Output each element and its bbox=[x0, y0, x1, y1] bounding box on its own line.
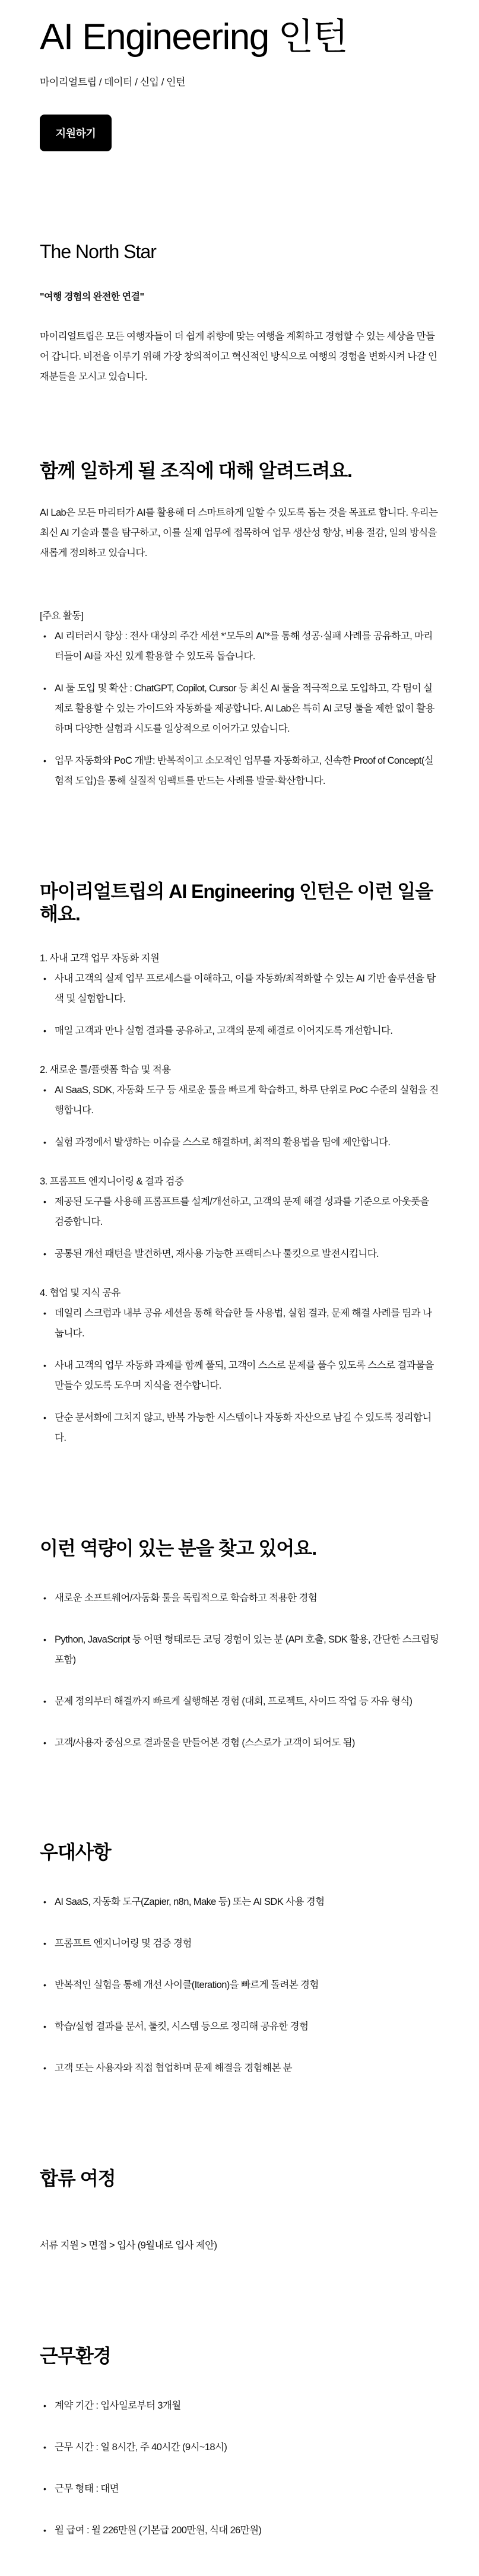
section-title: 합류 여정 bbox=[40, 2168, 116, 2190]
section-preferred bbox=[40, 1841, 439, 2078]
bullet-icon: • bbox=[43, 1696, 46, 1706]
organization-paragraph: AI Lab은 모든 마리터가 AI를 활용해 더 스마트하게 일할 수 있도록 돕는 것을 목표로 합니다. 우리는 최신 AI 기술과 툴을 탐구하고, 이를 실제 업무에 접목하여 업무 생산성 향상, 비용 절감, 일의 방식을 새롭게 정의하고 있습니다. bbox=[40, 507, 438, 558]
list-item: • 매일 고객과 만나 실험 결과를 공유하고, 고객의 문제 해결로 이어지도록 개선합니다. bbox=[40, 1021, 439, 1041]
bullet-icon: • bbox=[43, 683, 46, 693]
list-item: • 프롬프트 엔지니어링 및 검증 경험 bbox=[40, 1933, 439, 1954]
vision-paragraph: 마이리얼트립은 모든 여행자들이 더 쉽게 취향에 맞는 여행을 계획하고 경험할 수 있는 세상을 만들어 갑니다. 비전을 이루기 위해 가장 창의적이고 혁신적인 방식으로 여행의 경험을 변화시켜 나갈 인재분들을 모시고 있습니다. bbox=[40, 331, 437, 383]
bullet-icon: • bbox=[43, 2484, 46, 2494]
activities-label: [주요 활동] bbox=[40, 610, 84, 621]
bullet-icon: • bbox=[43, 1025, 46, 1036]
work-group-label: 4. 협업 및 지식 공유 bbox=[40, 1287, 120, 1298]
work-group bbox=[40, 1060, 439, 1152]
list-item: • 고객/사용자 중심으로 결과물을 만들어본 경험 (스스로가 고객이 되어도 됨) bbox=[40, 1733, 439, 1753]
list-item: • 계약 기간 : 입사일로부터 3개월 bbox=[40, 2396, 439, 2416]
vision-quote: "여행 경험의 완전한 연결" bbox=[40, 292, 144, 303]
bullet-icon: • bbox=[43, 2526, 46, 2536]
bullet-icon: • bbox=[43, 973, 46, 983]
list-item: • 제공된 도구를 사용해 프롬프트를 설계/개선하고, 고객의 문제 해결 성과를 기준으로 아웃풋을 검증합니다. bbox=[40, 1192, 439, 1232]
work-group bbox=[40, 948, 439, 1041]
environment-list bbox=[40, 2396, 439, 2540]
work-group bbox=[40, 1171, 439, 1264]
section-organization bbox=[40, 459, 439, 790]
bullet-icon: • bbox=[43, 1360, 46, 1370]
qualifications-list bbox=[40, 1588, 439, 1753]
section-qualifications bbox=[40, 1537, 439, 1753]
bullet-icon: • bbox=[43, 1980, 46, 1990]
list-item: • 업무 자동화와 PoC 개발: 반복적이고 소모적인 업무를 자동화하고, 신속한 Proof of Concept(실험적 도입)을 통해 실질적 임팩트를 만드는 사례를 발굴·확산합니다. bbox=[40, 751, 439, 791]
list-item: • 학습/실험 결과를 문서, 툴킷, 시스템 등으로 정리해 공유한 경험 bbox=[40, 2016, 439, 2037]
section-role bbox=[40, 880, 439, 1448]
list-item: • 문제 정의부터 해결까지 빠르게 실행해본 경험 (대회, 프로젝트, 사이드 작업 등 자유 형식) bbox=[40, 1691, 439, 1711]
bullet-icon: • bbox=[43, 1085, 46, 1095]
bullet-icon: • bbox=[43, 1196, 46, 1206]
section-process bbox=[40, 2167, 439, 2255]
preferred-list bbox=[40, 1892, 439, 2078]
bullet-icon: • bbox=[43, 1634, 46, 1644]
list-item: • 근무 시간 : 일 8시간, 주 40시간 (9시~18시) bbox=[40, 2437, 439, 2457]
section-title: 함께 일하게 될 조직에 대해 알려드려요. bbox=[40, 460, 352, 482]
hiring-process-steps: 서류 지원 > 면접 > 입사 (9월내로 입사 제안) bbox=[40, 2240, 217, 2251]
bullet-icon: • bbox=[43, 1897, 46, 1907]
bullet-icon: • bbox=[43, 2022, 46, 2032]
work-group-label: 1. 사내 고객 업무 자동화 지원 bbox=[40, 952, 160, 964]
bullet-icon: • bbox=[43, 1939, 46, 1949]
section-title: 근무환경 bbox=[40, 2345, 111, 2367]
list-item: • 월 급여 : 월 226만원 (기본급 200만원, 식대 26만원) bbox=[40, 2520, 439, 2540]
list-item: • 반복적인 실험을 통해 개선 사이클(Iteration)을 빠르게 돌려본 경험 bbox=[40, 1975, 439, 1995]
bullet-icon: • bbox=[43, 2401, 46, 2411]
list-item: • AI SaaS, 자동화 도구(Zapier, n8n, Make 등) 또는 AI SDK 사용 경험 bbox=[40, 1892, 439, 1912]
list-item: • 공통된 개선 패턴을 발견하면, 재사용 가능한 프랙티스나 툴킷으로 발전시킵니다. bbox=[40, 1244, 439, 1264]
bullet-icon: • bbox=[43, 2442, 46, 2453]
bullet-icon: • bbox=[43, 2063, 46, 2073]
bullet-icon: • bbox=[43, 631, 46, 641]
job-title: AI Engineering 인턴 bbox=[40, 17, 348, 58]
list-item: • 새로운 소프트웨어/자동화 툴을 독립적으로 학습하고 적용한 경험 bbox=[40, 1588, 439, 1608]
bullet-icon: • bbox=[43, 1137, 46, 1147]
bullet-icon: • bbox=[43, 1249, 46, 1259]
section-environment bbox=[40, 2345, 439, 2576]
section-title: 이런 역량이 있는 분을 찾고 있어요. bbox=[40, 1537, 317, 1559]
bullet-icon: • bbox=[43, 1593, 46, 1603]
list-item: • 사내 고객의 업무 자동화 과제를 함께 풀되, 고객이 스스로 문제를 풀수 있도록 스스로 결과물을 만들수 있도록 도우며 지식을 전수합니다. bbox=[40, 1355, 439, 1396]
job-meta-breadcrumb: 마이리얼트립 / 데이터 / 신입 / 인턴 bbox=[40, 77, 185, 88]
apply-button[interactable]: 지원하기 bbox=[40, 115, 112, 151]
list-item: • AI 리터러시 향상 : 전사 대상의 주간 세션 *‘모두의 AI’*를 통해 성공·실패 사례를 공유하고, 마리터들이 AI를 자신 있게 활용할 수 있도록 돕습니다. bbox=[40, 626, 439, 666]
list-item: • 실험 과정에서 발생하는 이슈를 스스로 해결하며, 최적의 활용법을 팀에 제안합니다. bbox=[40, 1132, 439, 1152]
bullet-icon: • bbox=[43, 1308, 46, 1318]
bullet-icon: • bbox=[43, 1738, 46, 1748]
list-item: • AI SaaS, SDK, 자동화 도구 등 새로운 툴을 빠르게 학습하고, 하루 단위로 PoC 수준의 실험을 진행합니다. bbox=[40, 1080, 439, 1120]
activities-list bbox=[40, 626, 439, 791]
bullet-icon: • bbox=[43, 755, 46, 766]
bullet-icon: • bbox=[43, 1412, 46, 1422]
list-item: • 고객 또는 사용자와 직접 협업하며 문제 해결을 경험해본 분 bbox=[40, 2058, 439, 2078]
work-group bbox=[40, 1283, 439, 1448]
list-item: • 사내 고객의 실제 업무 프로세스를 이해하고, 이를 자동화/최적화할 수 있는 AI 기반 솔루션을 탐색 및 실험합니다. bbox=[40, 968, 439, 1009]
work-group-label: 3. 프롬프트 엔지니어링 & 결과 검증 bbox=[40, 1176, 184, 1187]
list-item: • 근무 형태 : 대면 bbox=[40, 2479, 439, 2499]
section-title: The North Star bbox=[40, 241, 156, 262]
list-item: • Python, JavaScript 등 어떤 형태로든 코딩 경험이 있는 분 (API 호출, SDK 활용, 간단한 스크립팅 포함) bbox=[40, 1630, 439, 1670]
list-item: • AI 툴 도입 및 확산 : ChatGPT, Copilot, Cursor 등 최신 AI 툴을 적극적으로 도입하고, 각 팀이 실제로 활용할 수 있는 가이드와 자동화를 제공합니다. AI Lab은 특히 AI 코딩 툴을 제한 없이 활용하며 다양한 실험과 시도를 일상적으로 이어가고 있습니다. bbox=[40, 678, 439, 739]
section-title: 우대사항 bbox=[40, 1841, 111, 1863]
work-group-label: 2. 새로운 툴/플랫폼 학습 및 적용 bbox=[40, 1064, 171, 1075]
list-item: • 단순 문서화에 그치지 않고, 반복 가능한 시스템이나 자동화 자산으로 남길 수 있도록 정리합니다. bbox=[40, 1408, 439, 1448]
job-header bbox=[40, 0, 439, 151]
section-title: 마이리얼트립의 AI Engineering 인턴은 이런 일을 해요. bbox=[40, 880, 433, 925]
main-activities bbox=[40, 606, 439, 791]
list-item: • 데일리 스크럼과 내부 공유 세션을 통해 학습한 툴 사용법, 실험 결과, 문제 해결 사례를 팀과 나눕니다. bbox=[40, 1303, 439, 1343]
section-north-star bbox=[40, 240, 439, 387]
